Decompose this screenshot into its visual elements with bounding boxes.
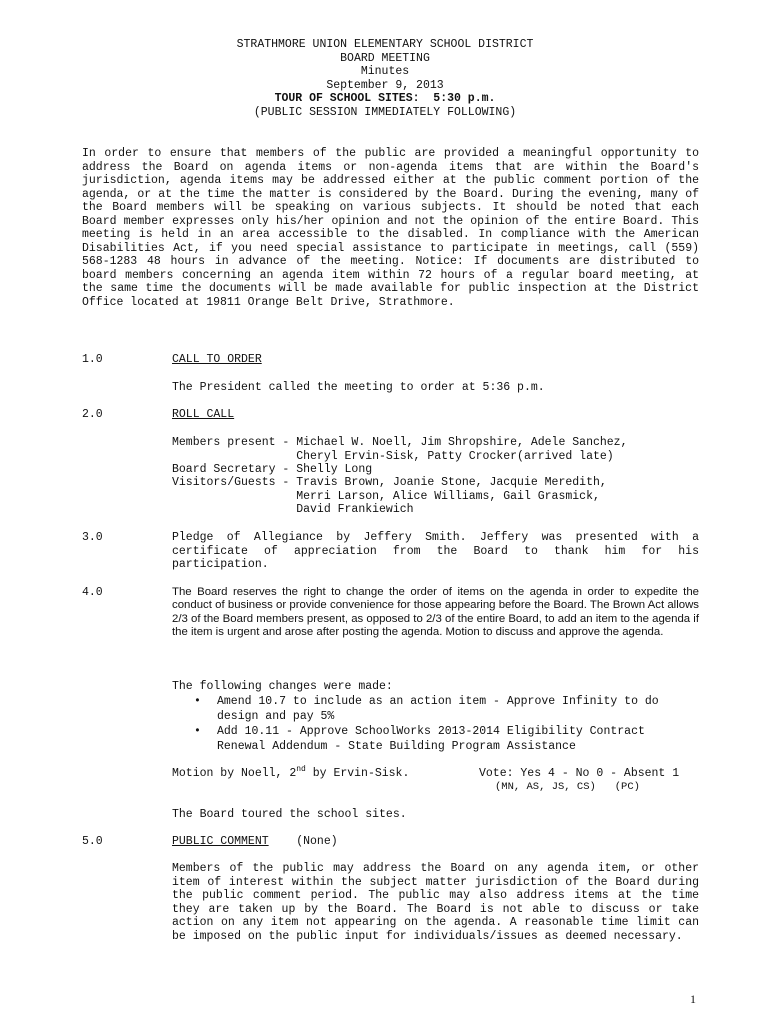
section-1-text: The President called the meeting to order at 5:36 p.m.: [172, 381, 545, 394]
section-4-number: 4.0: [82, 586, 103, 599]
page-number: 1: [690, 992, 696, 1006]
section-3-number: 3.0: [82, 531, 103, 544]
document-type: Minutes: [360, 65, 410, 79]
list-item: • Add 10.11 - Approve SchoolWorks 2013-2014 Eligibility Contract Renewal Addendum - State Building Program Assistance: [194, 725, 645, 753]
list-item: • Amend 10.7 to include as an action item - Approve Infinity to do design and pay 5%: [194, 695, 659, 723]
district-name: STRATHMORE UNION ELEMENTARY SCHOOL DISTRICT: [236, 38, 534, 51]
board-secretary: Board Secretary - Shelly Long: [172, 463, 373, 476]
document-header: [0, 38, 770, 120]
tour-time: TOUR OF SCHOOL SITES: 5:30 p.m.: [274, 92, 496, 106]
section-4-text: The Board reserves the right to change the order of items on the agenda in order to expedite the conduct of business or provide convenience for those appearing before the Board. The Brown Act allows 2/3 of the Board members present, as opposed to 2/3 of the entire Board, to add an item to the agenda if the item is urgent and arose after posting the agenda. Motion to discuss and approve the agenda.: [172, 586, 699, 639]
bullet-icon: •: [194, 725, 201, 738]
motion-text: Motion by Noell, 2nd by Ervin-Sisk.: [172, 765, 410, 780]
section-1-title: CALL TO ORDER: [172, 353, 262, 366]
session-note: (PUBLIC SESSION IMMEDIATELY FOLLOWING): [253, 105, 517, 119]
members-present: Members present - Michael W. Noell, Jim Shropshire, Adele Sanchez, Cheryl Ervin-Sisk, Patty Crocker(arrived late): [172, 436, 628, 463]
section-5-number: 5.0: [82, 835, 103, 848]
section-5-heading: [172, 835, 338, 849]
section-1-number: 1.0: [82, 353, 103, 366]
section-5-title: PUBLIC COMMENT: [172, 835, 269, 848]
meeting-date: September 9, 2013: [326, 78, 444, 92]
visitors-guests: Visitors/Guests - Travis Brown, Joanie Stone, Jacquie Meredith, Merri Larson, Alice Williams, Gail Grasmick, David Frankiewich: [172, 476, 607, 516]
section-3-text: Pledge of Allegiance by Jeffery Smith. Jeffery was presented with a certificate of appreciation from the Board to thank him for his participation.: [172, 531, 699, 571]
changes-list: [172, 694, 699, 754]
changes-intro: The following changes were made:: [172, 680, 393, 693]
intro-paragraph: In order to ensure that members of the public are provided a meaningful opportunity to address the Board on agenda items or non-agenda items that are within the Board's jurisdiction, agenda items may be addressed either at the public comment portion of the agenda, or at the time the matter is considered by the Board. During the evening, many of the Board members will be speaking on various subjects. It should be noted that each Board member expresses only his/her opinion and not the opinion of the entire Board. This meeting is held in an area accessible to the disabled. In compliance with the American Disabilities Act, if you need special assistance to participate in meetings, call (559) 568-1283 48 hours in advance of the meeting. Notice: If documents are distributed to board members concerning an agenda item within 72 hours of a regular board meeting, at the same time the documents will be made available for public inspection at the District Office located at 19811 Orange Belt Drive, Strathmore.: [82, 147, 699, 309]
section-5-title-note: (None): [268, 835, 338, 848]
section-5-text: Members of the public may address the Board on any agenda item, or other item of interest within the subject matter jurisdiction of the Board during the public comment period. The public may also address items at the time they are taken up by the Board. The Board is not able to discuss or take action on any item not appearing on the agenda. A reasonable time limit can be imposed on the public input for individuals/issues as deemed necessary.: [172, 862, 699, 943]
bullet-icon: •: [194, 695, 201, 708]
meeting-type: BOARD MEETING: [340, 51, 430, 65]
vote-detail: (MN, AS, JS, CS) (PC): [495, 781, 640, 793]
section-2-title: ROLL CALL: [172, 408, 235, 421]
vote-result: Vote: Yes 4 - No 0 - Absent 1: [479, 767, 680, 780]
section-2-number: 2.0: [82, 408, 103, 421]
tour-note: The Board toured the school sites.: [172, 808, 407, 821]
